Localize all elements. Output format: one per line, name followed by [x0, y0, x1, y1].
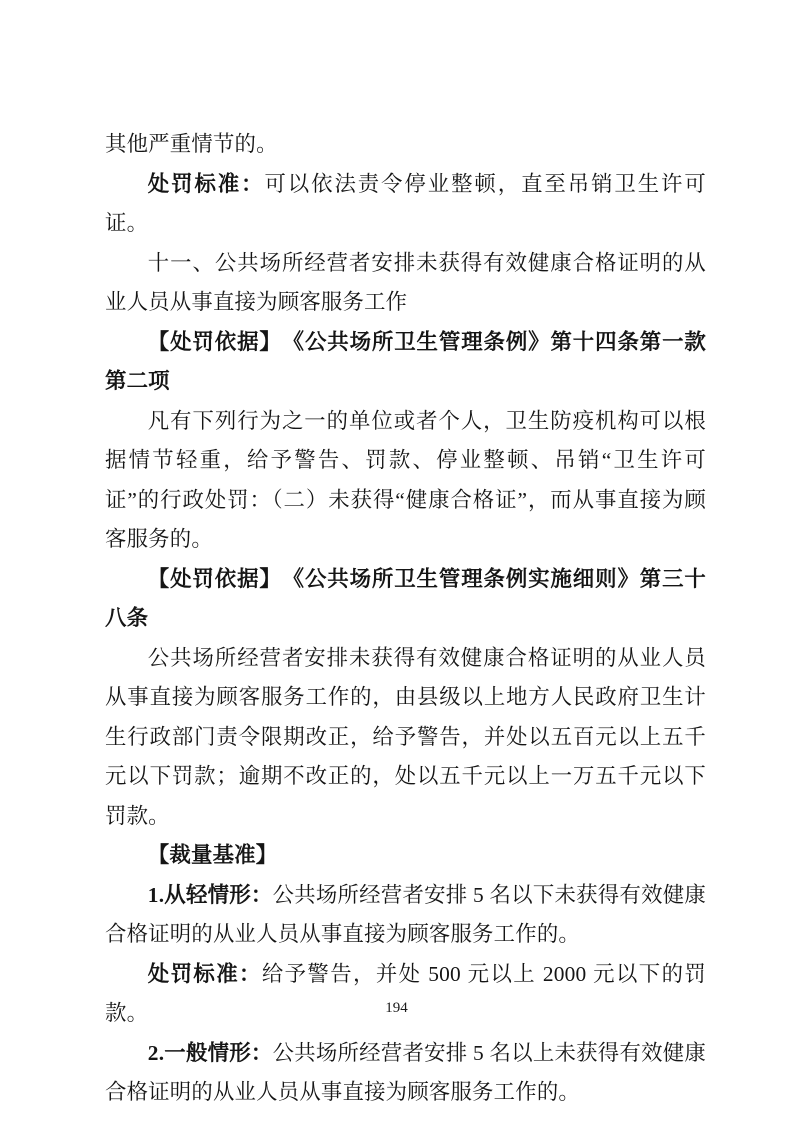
heading-paragraph: [105, 560, 706, 639]
text-run: 给予警告，并处 500 元以上 2000 元以下的罚款。: [105, 961, 706, 1025]
paragraph: [105, 1034, 706, 1113]
page-number: 194: [385, 1000, 408, 1016]
text-run: 十一、公共场所经营者安排未获得有效健康合格证明的从业人员从事直接为顾客服务工作: [105, 250, 706, 314]
paragraph: [105, 402, 706, 560]
bold-text-run: 1.从轻情形：: [147, 882, 273, 907]
text-run: 凡有下列行为之一的单位或者个人，卫生防疫机构可以根据情节轻重，给予警告、罚款、停业整顿、吊销“卫生许可证”的行政处罚：（二）未获得“健康合格证”，而从事直接为顾客服务的。: [105, 408, 706, 551]
heading-paragraph: [105, 323, 706, 402]
bold-text-run: 2.一般情形：: [147, 1040, 273, 1065]
text-run: 公共场所经营者安排 5 名以下未获得有效健康合格证明的从业人员从事直接为顾客服务工作的。: [105, 882, 706, 946]
text-run: 其他严重情节的。: [105, 132, 278, 156]
bold-text-run: 【处罚依据】 《公共场所卫生管理条例实施细则》第三十八条: [105, 566, 706, 630]
text-run: 可以依法责令停业整顿，直至吊销卫生许可证。: [105, 171, 706, 235]
bold-text-run: 处罚标准：: [147, 961, 262, 986]
text-run: 公共场所经营者安排未获得有效健康合格证明的从业人员从事直接为顾客服务工作的，由县级以上地方人民政府卫生计生行政部门责令限期改正，给予警告，并处以五百元以上五千元以下罚款；逾期不改正的，处以五千元以上一万五千元以下罚款。: [105, 645, 706, 828]
paragraph: [105, 165, 706, 244]
paragraph: [105, 955, 706, 1034]
bold-text-run: 【处罚依据】 《公共场所卫生管理条例》第十四条第一款第二项: [105, 329, 706, 393]
bold-text-run: 【裁量基准】: [147, 843, 278, 867]
paragraph: [105, 876, 706, 955]
heading-paragraph: [105, 836, 706, 876]
paragraph: [105, 125, 706, 165]
document-body: [105, 125, 706, 1113]
bold-text-run: 处罚标准：: [147, 171, 265, 196]
text-run: 公共场所经营者安排 5 名以上未获得有效健康合格证明的从业人员从事直接为顾客服务工作的。: [105, 1040, 706, 1104]
paragraph: [105, 639, 706, 837]
section-heading: [105, 244, 706, 323]
